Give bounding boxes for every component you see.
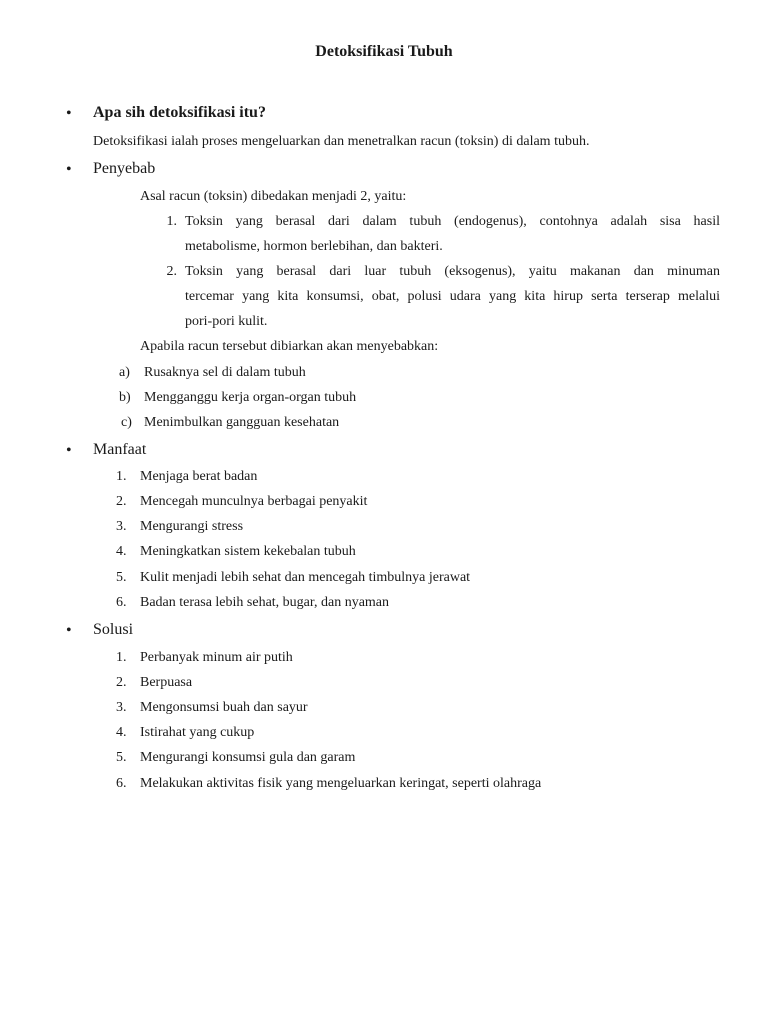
list-item: Mengganggu kerja organ-organ tubuh	[144, 390, 357, 405]
list-number: 6.	[116, 776, 127, 791]
list-number: 2.	[116, 675, 127, 690]
section-heading-causes: Penyebab	[93, 160, 156, 177]
list-item: Melakukan aktivitas fisik yang mengeluarkan keringat, seperti olahraga	[140, 776, 542, 791]
list-number: 6.	[116, 595, 127, 610]
list-item: Berpuasa	[140, 675, 193, 690]
section-heading-benefits: Manfaat	[93, 441, 147, 458]
list-item: Menimbulkan gangguan kesehatan	[144, 415, 340, 430]
list-number: 3.	[116, 700, 127, 715]
section-heading-solutions: Solusi	[93, 621, 134, 638]
list-item: Mencegah munculnya berbagai penyakit	[140, 494, 368, 509]
bullet-icon: •	[66, 442, 72, 459]
list-item: Menjaga berat badan	[140, 469, 258, 484]
effects-intro: Apabila racun tersebut dibiarkan akan menyebabkan:	[140, 339, 439, 354]
list-number: 1.	[116, 650, 127, 665]
bullet-icon: •	[66, 622, 72, 639]
list-number: 5.	[116, 750, 127, 765]
list-item: Kulit menjadi lebih sehat dan mencegah timbulnya jerawat	[140, 570, 471, 585]
list-item: Badan terasa lebih sehat, bugar, dan nyaman	[140, 595, 390, 610]
list-number: 1.	[166, 214, 177, 229]
bullet-icon: •	[66, 161, 72, 178]
list-item: Mengonsumsi buah dan sayur	[140, 700, 308, 715]
list-item: Rusaknya sel di dalam tubuh	[144, 365, 306, 380]
list-number: 2.	[166, 264, 177, 279]
list-item: Mengurangi stress	[140, 519, 244, 534]
list-number: 1.	[116, 469, 127, 484]
list-item-line: pori-pori kulit.	[185, 314, 268, 329]
list-item-line: Toksin yang berasal dari luar tubuh (eksogenus), yaitu makanan dan minuman	[185, 264, 720, 279]
causes-intro: Asal racun (toksin) dibedakan menjadi 2, yaitu:	[140, 189, 407, 204]
list-item-line: metabolisme, hormon berlebihan, dan bakteri.	[185, 239, 443, 254]
list-item-line: tercemar yang kita konsumsi, obat, polusi udara yang kita hirup serta terserap melalui	[185, 289, 720, 304]
list-label: a)	[119, 365, 130, 380]
list-number: 4.	[116, 544, 127, 559]
list-number: 5.	[116, 570, 127, 585]
document-title: Detoksifikasi Tubuh	[315, 43, 453, 60]
list-number: 3.	[116, 519, 127, 534]
list-label: c)	[121, 415, 132, 430]
list-number: 4.	[116, 725, 127, 740]
bullet-icon: •	[66, 105, 72, 122]
list-item: Istirahat yang cukup	[140, 725, 255, 740]
list-item: Meningkatkan sistem kekebalan tubuh	[140, 544, 356, 559]
list-item: Mengurangi konsumsi gula dan garam	[140, 750, 356, 765]
list-item-line: Toksin yang berasal dari dalam tubuh (endogenus), contohnya adalah sisa hasil	[185, 214, 720, 229]
definition-text: Detoksifikasi ialah proses mengeluarkan dan menetralkan racun (toksin) di dalam tubuh.	[93, 134, 590, 149]
list-item: Perbanyak minum air putih	[140, 650, 293, 665]
list-label: b)	[119, 390, 131, 405]
list-number: 2.	[116, 494, 127, 509]
section-heading-definition: Apa sih detoksifikasi itu?	[93, 104, 266, 121]
